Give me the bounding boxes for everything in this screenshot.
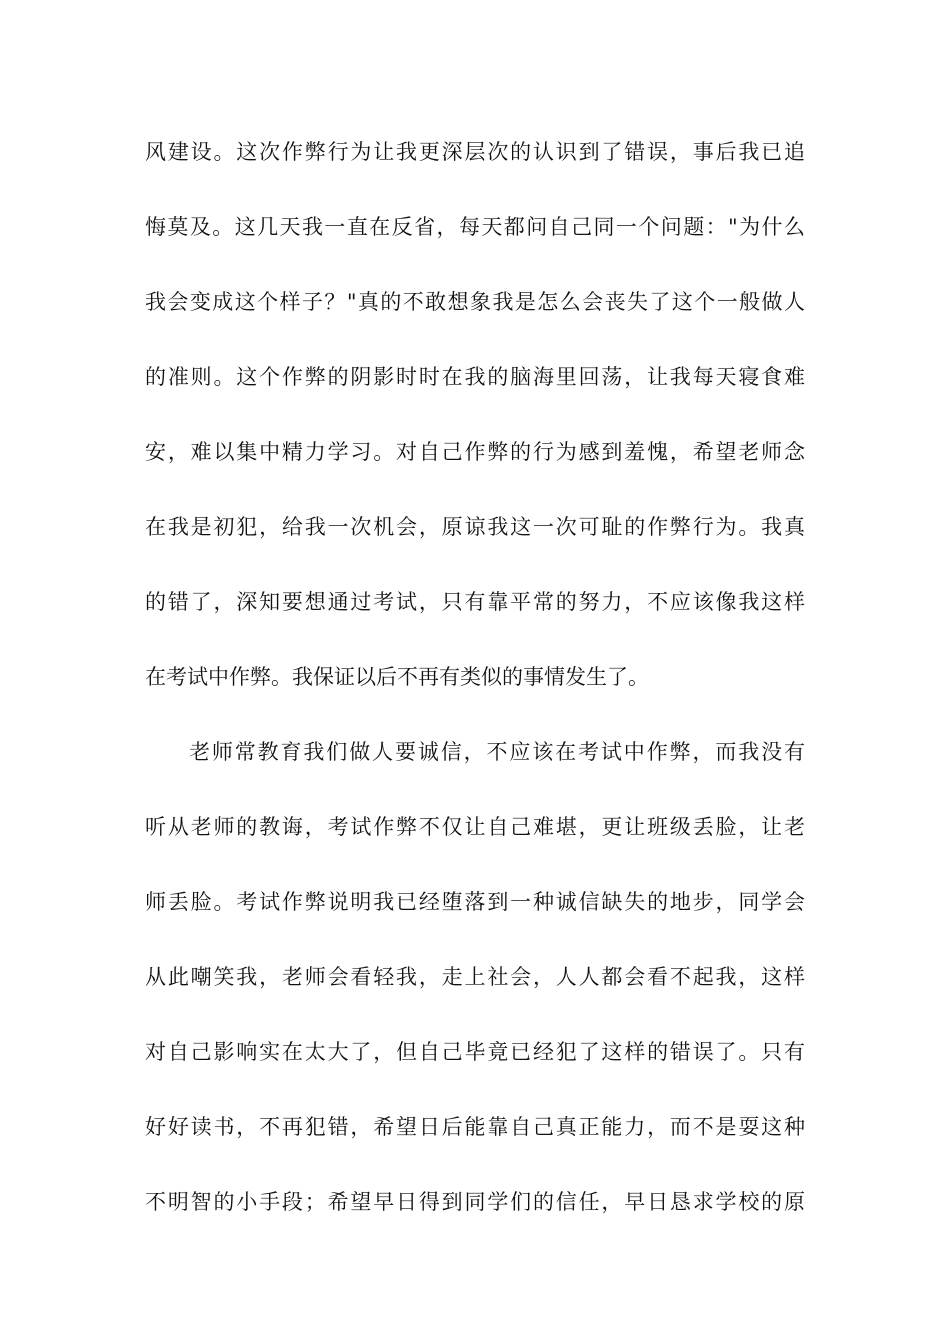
paragraph-line: 老师常教育我们做人要诚信，不应该在考试中作弊，而我没有 [189, 740, 805, 764]
paragraph-line: 在我是初犯，给我一次机会，原谅我这一次可耻的作弊行为。我真 [145, 515, 805, 539]
paragraph-line: 的准则。这个作弊的阴影时时在我的脑海里回荡，让我每天寝食难 [145, 365, 805, 389]
paragraph-line: 悔莫及。这几天我一直在反省，每天都问自己同一个问题："为什么 [145, 215, 805, 239]
paragraph-line: 好好读书，不再犯错，希望日后能靠自己真正能力，而不是耍这种 [145, 1115, 805, 1139]
paragraph-line: 安，难以集中精力学习。对自己作弊的行为感到羞愧，希望老师念 [145, 440, 805, 464]
paragraph-line: 我会变成这个样子？"真的不敢想象我是怎么会丧失了这个一般做人 [145, 290, 805, 314]
paragraph-line: 不明智的小手段；希望早日得到同学们的信任，早日恳求学校的原 [145, 1190, 805, 1214]
paragraph-line: 风建设。这次作弊行为让我更深层次的认识到了错误，事后我已追 [145, 140, 805, 164]
paragraph-line: 听从老师的教诲，考试作弊不仅让自己难堪，更让班级丢脸，让老 [145, 815, 805, 839]
paragraph-line: 对自己影响实在太大了，但自己毕竟已经犯了这样的错误了。只有 [145, 1040, 805, 1064]
paragraph-line: 的错了，深知要想通过考试，只有靠平常的努力，不应该像我这样 [145, 590, 805, 614]
paragraph-line: 从此嘲笑我，老师会看轻我，走上社会，人人都会看不起我，这样 [145, 965, 805, 989]
paragraph-line: 师丢脸。考试作弊说明我已经堕落到一种诚信缺失的地步，同学会 [145, 890, 805, 914]
paragraph-line: 在考试中作弊。我保证以后不再有类似的事情发生了。 [145, 665, 649, 689]
